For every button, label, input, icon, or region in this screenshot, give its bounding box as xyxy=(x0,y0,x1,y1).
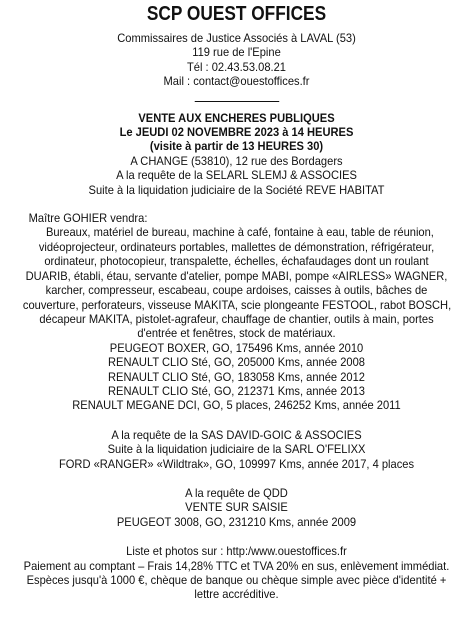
header-divider xyxy=(194,101,278,102)
firm-email[interactable]: Mail : contact@ouestoffices.fr xyxy=(163,75,310,89)
lot3-request: A la requête de QDD xyxy=(185,486,288,500)
sale-date: Le JEUDI 02 NOVEMBRE 2023 à 14 HEURES xyxy=(119,126,354,140)
lot2-request: A la requête de la SAS DAVID-GOIC & ASSOCIES xyxy=(111,428,362,442)
item-line: Bureaux, matériel de bureau, machine à café, fontaine à eau, table de réunion, xyxy=(45,226,434,240)
vehicle-line: PEUGEOT BOXER, GO, 175496 Kms, année 2010 xyxy=(109,341,364,355)
firm-name: SCP OUEST OFFICES xyxy=(146,3,327,25)
lot3-type: VENTE SUR SAISIE xyxy=(185,501,288,515)
firm-phone: Tél : 02.43.53.08.21 xyxy=(186,60,286,74)
seller-line: Maître GOHIER vendra: xyxy=(28,212,148,226)
sale-request: A la requête de la SELARL SLEMJ & ASSOCIES xyxy=(116,169,357,183)
lot2-context: Suite à la liquidation judiciaire de la SARL O'FELIXX xyxy=(107,443,366,457)
item-line: ordinateur, photocopieur, transpalette, échelles, échafaudages dont un roulant xyxy=(44,255,429,269)
item-line: couverture, perforateurs, visseuse MAKITA, scie plongeante FESTOOL, rabot BOSCH, xyxy=(22,298,452,312)
vehicle-line: RENAULT CLIO Sté, GO, 183058 Kms, année 2012 xyxy=(108,370,365,384)
vehicle-line: RENAULT CLIO Sté, GO, 205000 Kms, année 2008 xyxy=(108,356,365,370)
firm-subtitle: Commissaires de Justice Associés à LAVAL (53) xyxy=(117,32,356,45)
payment-terms: Paiement au comptant – Frais 14,28% TTC et TVA 20% en sus, enlèvement immédiat. xyxy=(23,559,450,573)
item-line: vidéoprojecteur, ordinateurs portables, mallettes de démonstration, réfrigérateur, xyxy=(38,240,435,254)
sale-title: VENTE AUX ENCHERES PUBLIQUES xyxy=(138,111,335,125)
lot2-vehicle: FORD «RANGER» «Wildtrak», GO, 109997 Kms, année 2017, 4 places xyxy=(58,457,415,471)
auction-notice xyxy=(9,0,463,634)
sale-visit: (visite à partir de 13 HEURES 30) xyxy=(149,140,324,154)
firm-address: 119 rue de l'Epine xyxy=(192,46,281,60)
sale-context: Suite à la liquidation judiciaire de la Société REVE HABITAT xyxy=(88,183,385,197)
item-line: DUARIB, établi, étau, servante d'atelier, pompe MABI, pompe «AIRLESS» WAGNER, xyxy=(25,269,448,283)
website-line[interactable]: Liste et photos sur : http:/www.ouestoffices.fr xyxy=(126,545,347,559)
cash-terms: Espèces jusqu'à 1000 €, chèque de banque ou chèque simple avec pièce d'identité + lettre accréditive. xyxy=(26,574,447,602)
vehicle-line: RENAULT CLIO Sté, GO, 212371 Kms, année 2013 xyxy=(108,384,365,398)
item-line: décapeur MAKITA, pistolet-agrafeur, chauffage de chantier, outils à main, portes xyxy=(39,312,434,326)
vehicle-line: RENAULT MEGANE DCI, GO, 5 places, 246252 Kms, année 2011 xyxy=(72,399,401,413)
lot3-vehicle: PEUGEOT 3008, GO, 231210 Kms, année 2009 xyxy=(116,515,357,529)
item-line: d'entrée et fenêtres, stock de matériaux. xyxy=(137,327,336,341)
item-line: karcher, compresseur, escabeau, coupe ardoises, caisses à outils, bâches de xyxy=(45,284,428,298)
sale-location: A CHANGE (53810), 12 rue des Bordagers xyxy=(130,154,343,168)
